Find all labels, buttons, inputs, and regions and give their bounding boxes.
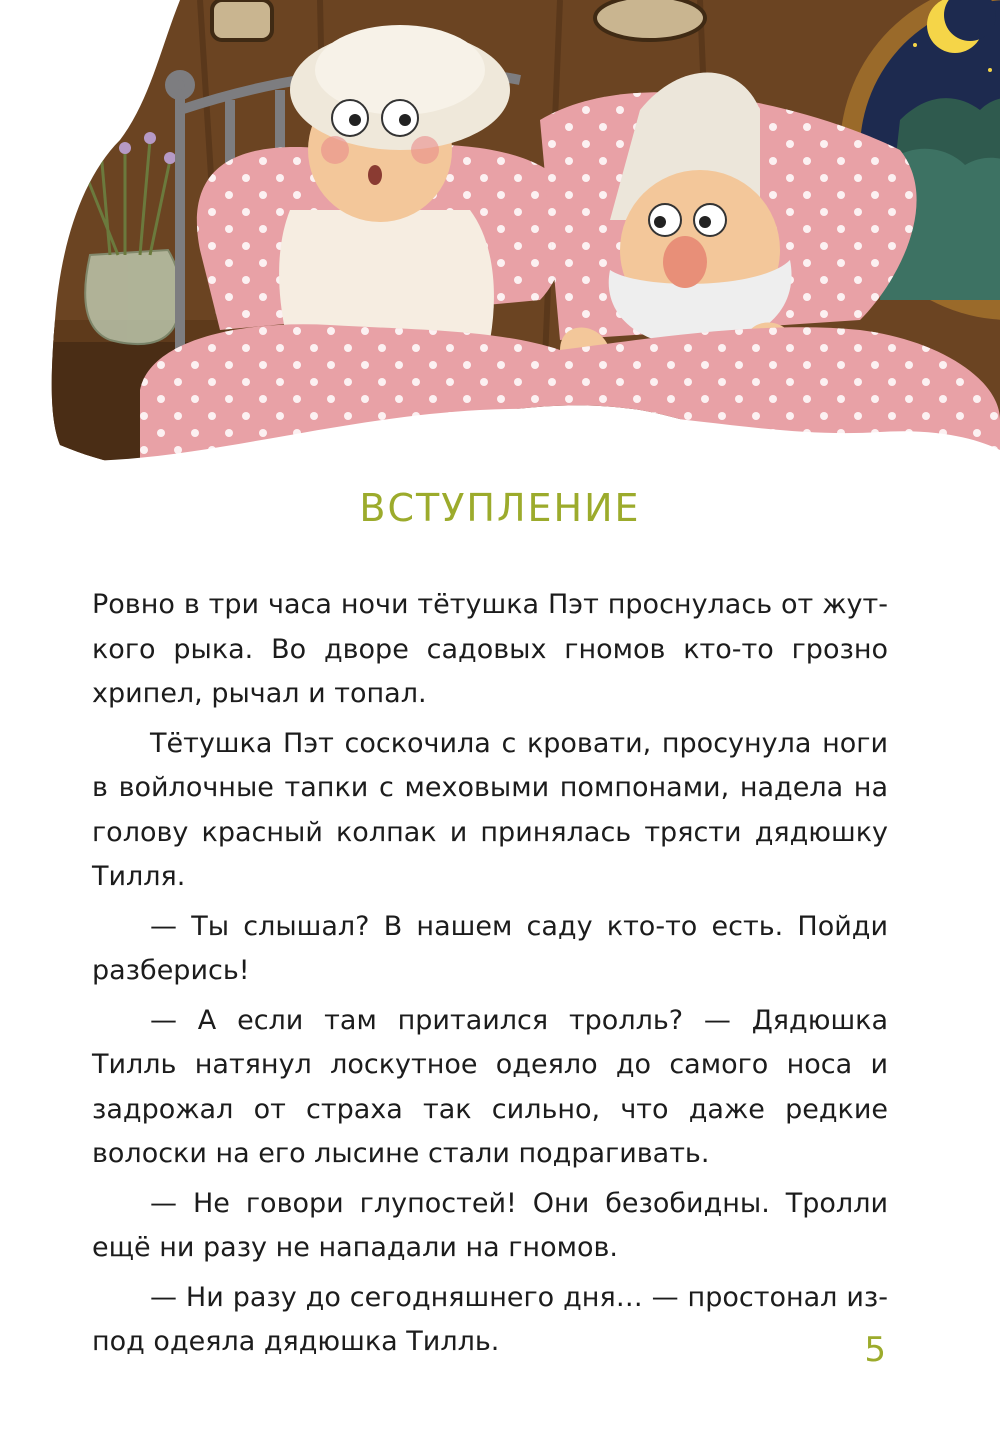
- page-number: 5: [864, 1330, 886, 1370]
- paragraph: — А если там притаился тролль? — Дядюшка Тилль натянул лоскутное одеяло до самого носа и задрожал от страха так сильно, что даже редкие волоски на его лысине стали подрагивать.: [92, 1004, 888, 1169]
- story-text: [92, 583, 888, 1365]
- bedroom-illustration: [0, 0, 1000, 480]
- chapter-title: ВСТУПЛЕНИЕ: [359, 486, 641, 530]
- paragraph: Тётушка Пэт соскочила с кровати, просунула ноги в войлочные тапки с меховыми помпонами, надела на голову красный колпак и принялась трясти дядюшку Тилля.: [92, 727, 888, 892]
- paragraph: — Ни разу до сегодняшнего дня… — простонал из-под одеяла дядюшка Тилль.: [92, 1281, 888, 1357]
- paragraph: Ровно в три часа ночи тётушка Пэт проснулась от жуткого рыка. Во дворе садовых гномов кто-то грозно хрипел, рычал и топал.: [92, 589, 888, 709]
- paragraph: — Не говори глупостей! Они безобидны. Тролли ещё ни разу не нападали на гномов.: [92, 1187, 888, 1263]
- paragraph: — Ты слышал? В нашем саду кто-то есть. Пойди разберись!: [92, 910, 888, 986]
